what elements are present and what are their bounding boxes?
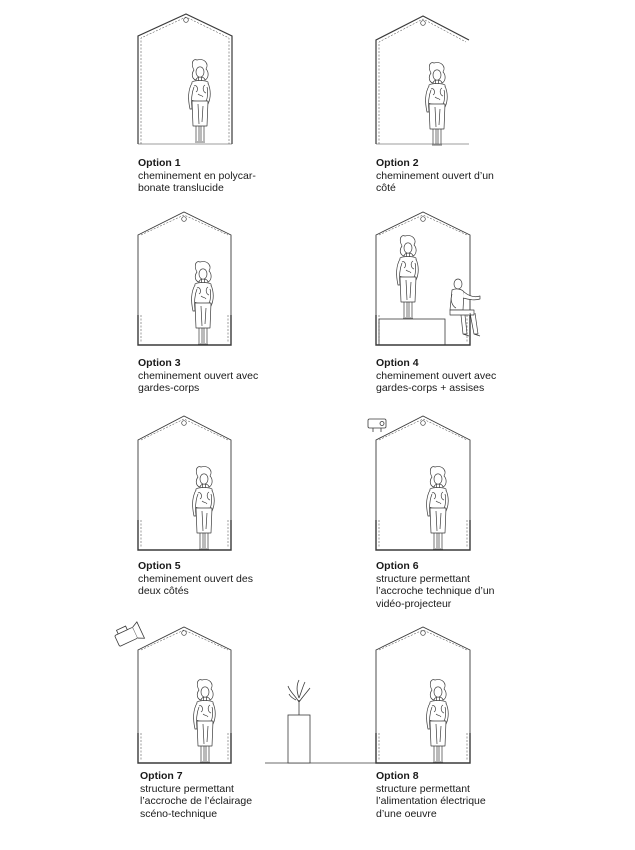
option-4-woman-figure [397,236,419,318]
option-8-woman-figure [427,680,449,762]
option-1-line-2: bonate translucide [138,182,224,194]
caption-option-1 [138,157,256,195]
option-6-line-3: vidéo-projecteur [376,597,452,610]
option-5-line-1: cheminement ouvert des [138,572,253,585]
caption-option-6 [376,560,495,610]
option-6-line-1: structure permettant [376,572,470,585]
option-4-bench [379,319,445,345]
option-5-drawing [138,416,231,550]
option-4-drawing [376,212,480,345]
option-1-woman-figure [189,60,211,142]
option-7-house [138,627,231,763]
option-4-seated-man-figure [450,279,480,336]
option-1-house [138,14,232,144]
option-2-title: Option 2 [376,157,419,169]
option-1-drawing [138,14,232,144]
option-3-drawing [138,212,231,345]
caption-option-2 [376,157,494,195]
caption-option-3 [138,357,258,395]
option-2-house [376,16,469,144]
option-8-line-2: l’alimentation électrique [376,795,486,807]
option-8-line-3: d’une oeuvre [376,807,437,820]
caption-option-7 [140,770,252,820]
option-7-line-2: l’accroche de l’éclairage [140,795,253,807]
option-8-house [376,627,470,763]
option-3-line-2: gardes-corps [138,382,200,394]
option-5-title: Option 5 [138,560,181,572]
option-4-line-2: gardes-corps + assises [376,382,485,394]
option-7-woman-figure [194,680,216,762]
option-7-line-3: scéno-technique [140,807,218,820]
option-8-title: Option 8 [376,770,419,782]
option-8-artwork-plinth [288,680,310,763]
option-8-drawing [265,627,470,763]
option-4-title: Option 4 [376,357,419,369]
option-6-line-2: l’accroche technique d’un [376,585,495,597]
option-5-line-2: deux côtés [138,585,189,597]
option-6-title: Option 6 [376,560,419,572]
option-2-drawing [376,16,469,145]
option-6-projector-icon [368,419,386,432]
option-4-house [376,212,470,345]
option-1-title: Option 1 [138,157,181,169]
option-7-drawing [113,621,231,763]
caption-option-4 [376,357,496,395]
option-3-title: Option 3 [138,357,181,369]
option-7-line-1: structure permettant [140,782,234,795]
option-5-woman-figure [193,467,215,549]
option-2-woman-figure [426,63,448,145]
option-2-line-1: cheminement ouvert d’un [376,169,494,182]
option-5-house [138,416,231,550]
caption-option-5 [138,560,253,598]
option-6-drawing [368,416,470,550]
option-8-line-1: structure permettant [376,782,470,795]
option-6-house [376,416,470,550]
caption-option-8 [376,770,486,820]
option-3-woman-figure [192,262,214,344]
option-3-line-1: cheminement ouvert avec [138,369,259,382]
option-2-line-2: côté [376,182,396,194]
option-4-line-1: cheminement ouvert avec [376,369,497,382]
option-7-spotlight-icon [113,621,145,649]
option-7-title: Option 7 [140,770,183,782]
option-6-woman-figure [427,467,449,549]
option-1-line-1: cheminement en polycar- [138,169,256,182]
option-3-house [138,212,231,345]
